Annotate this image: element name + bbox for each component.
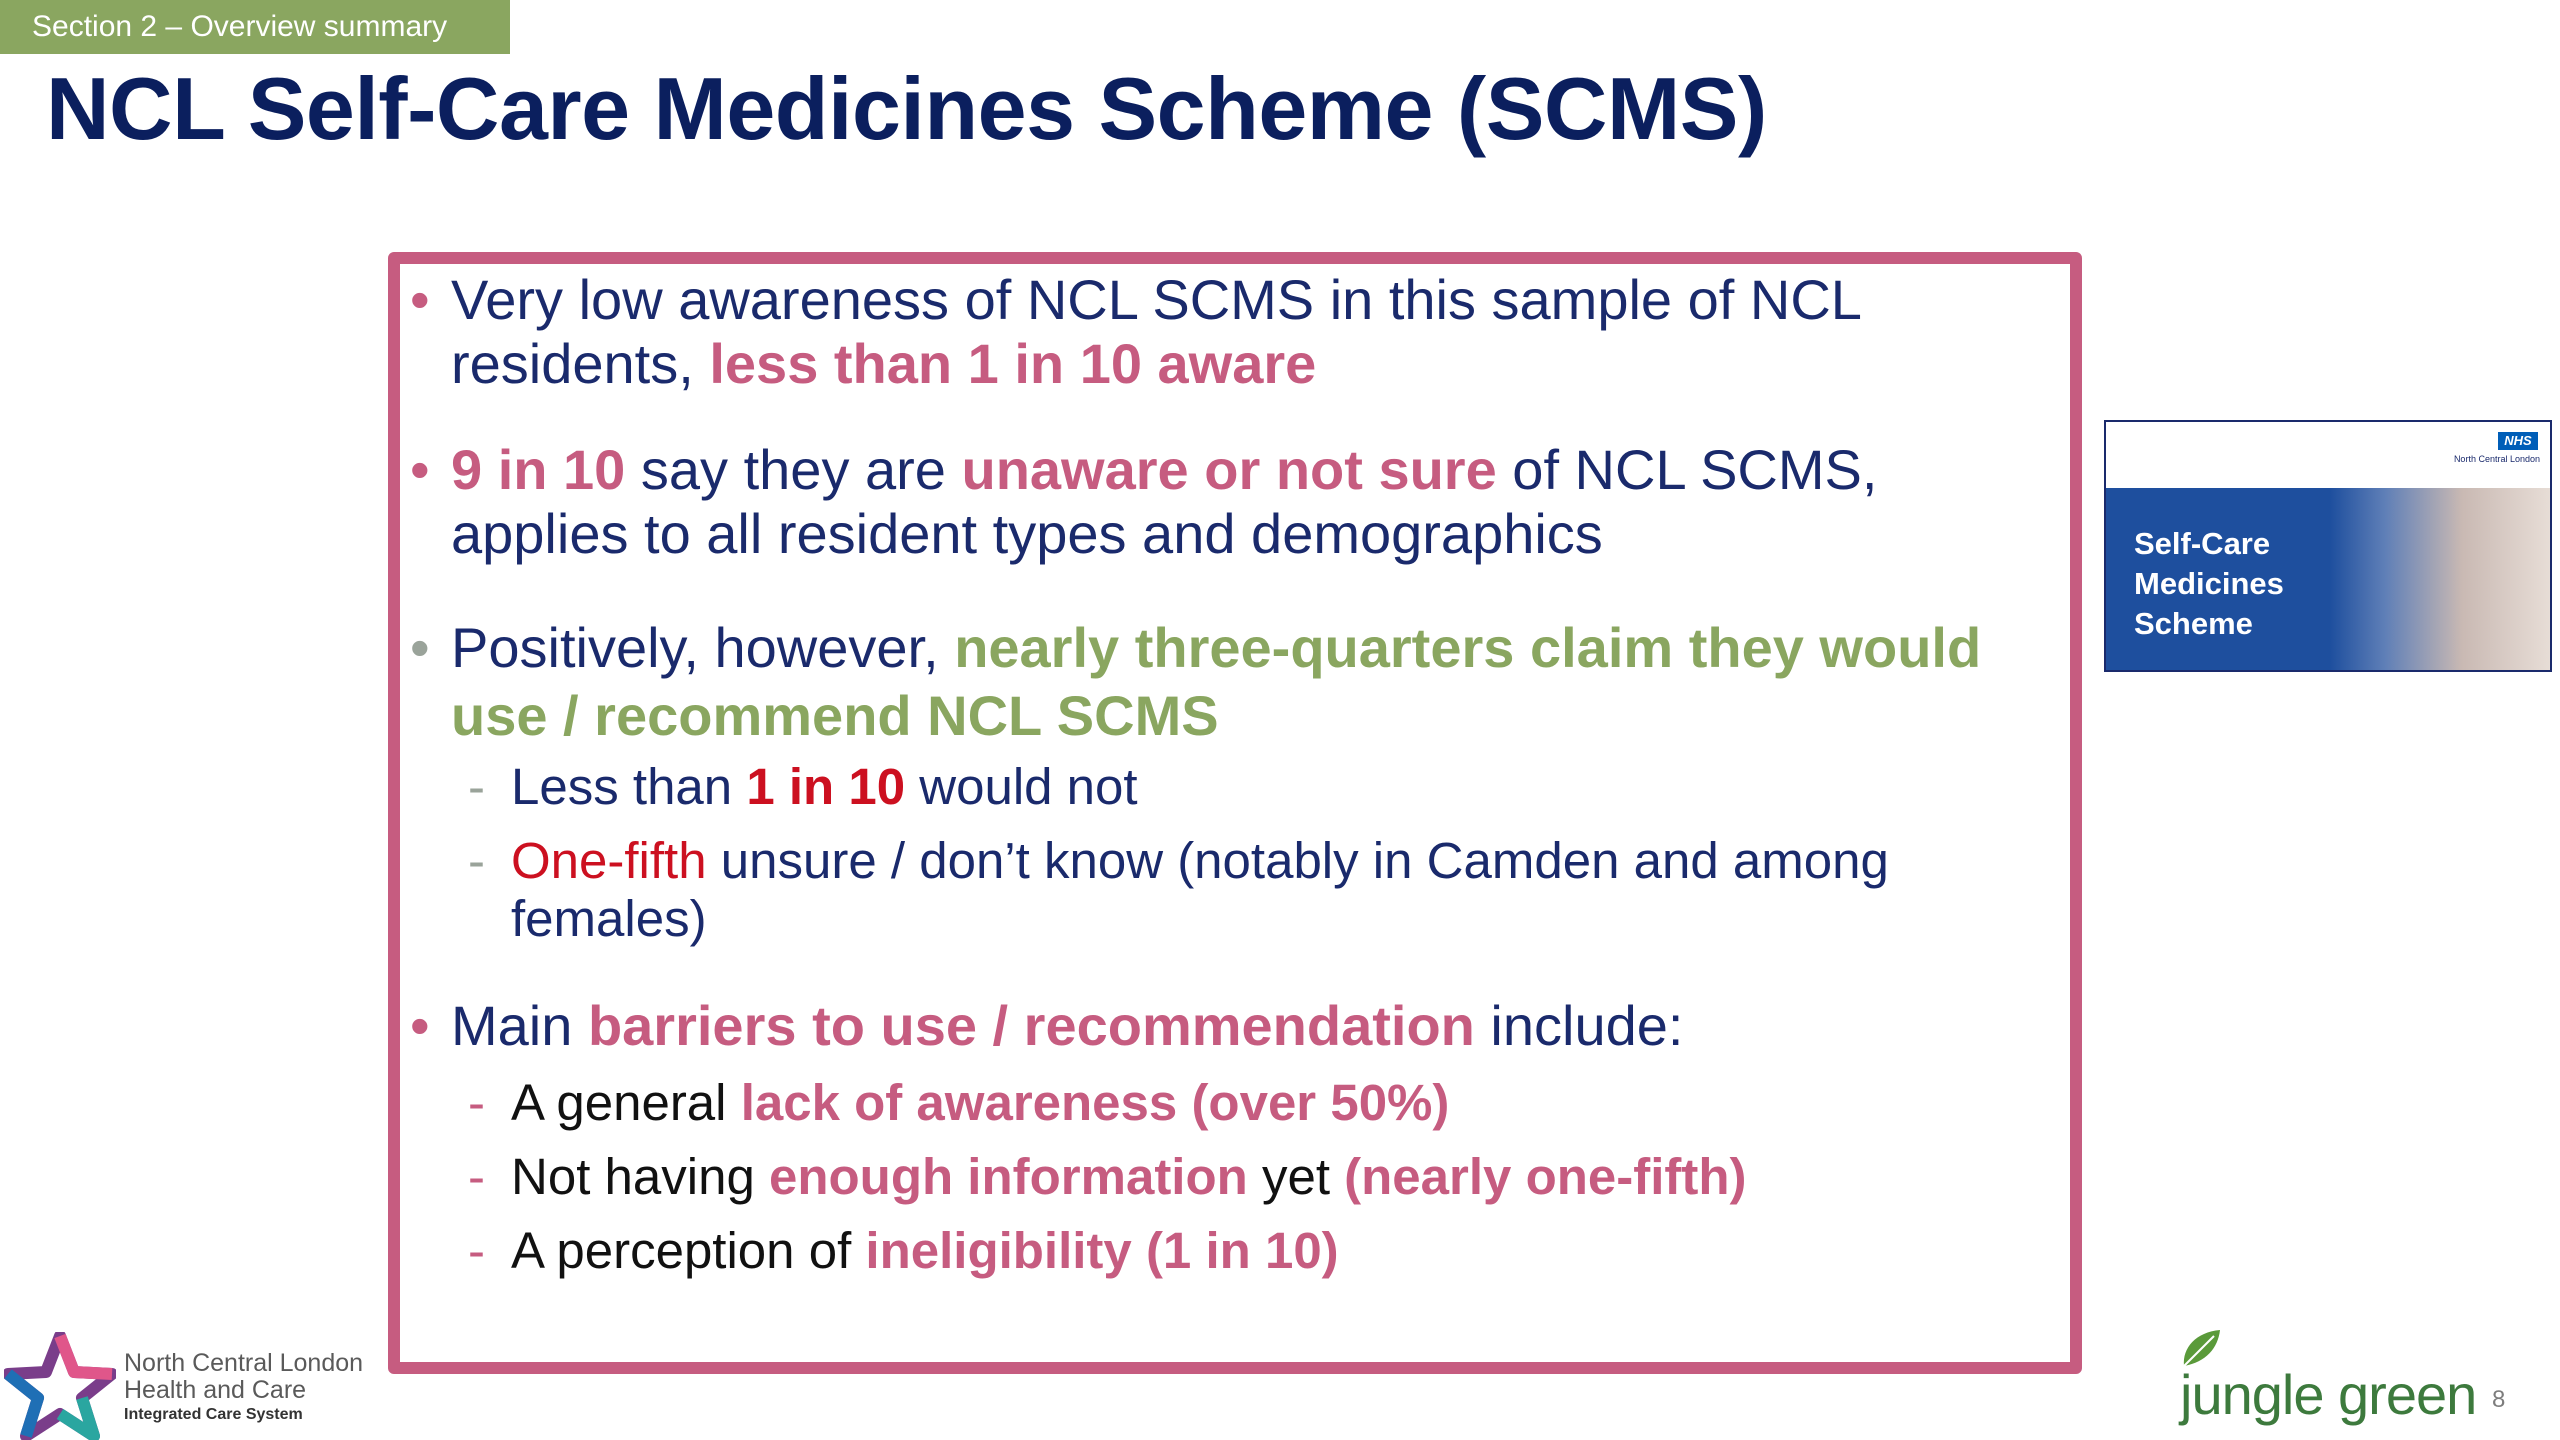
sub-bullet-highlight: 1 in 10 (746, 758, 906, 815)
sub-bullet-text: A general (511, 1074, 741, 1131)
bullet-awareness (406, 268, 2046, 396)
summary-bullets (406, 268, 2046, 1280)
bullet-highlight: unaware or not sure (961, 438, 1497, 501)
bullet-highlight: 9 in 10 (451, 438, 626, 501)
thumbnail-title: Self-Care Medicines Scheme (2134, 526, 2284, 641)
bullet-highlight: barriers to use / recommendation (587, 994, 1475, 1057)
bullet-highlight: nearly three-quarters claim they would use / recommend NCL SCMS (451, 616, 1982, 747)
ncl-logo-line3: Integrated Care System (124, 1406, 303, 1423)
jungle-green-logo (2176, 1326, 2476, 1426)
sub-bullet-dash: - (468, 1222, 485, 1279)
sub-bullet-text: Less than (511, 758, 747, 815)
sub-bullet-lack-awareness (406, 1074, 2046, 1132)
thumbnail-photo (2330, 488, 2550, 672)
bullet-dot: • (410, 994, 430, 1057)
sub-bullet-text: yet (1247, 1148, 1345, 1205)
star-logo-icon (4, 1332, 116, 1440)
thumbnail-banner (2106, 488, 2550, 672)
sub-bullet-dash: - (468, 832, 485, 889)
jungle-green-wordmark: jungle green (2180, 1363, 2477, 1426)
section-tag: Section 2 – Overview summary (0, 0, 510, 54)
sub-bullet-dash: - (468, 1148, 485, 1205)
bullet-positive (406, 614, 2046, 750)
sub-bullet-highlight: lack of awareness (over 50%) (740, 1074, 1450, 1131)
nhs-logo: NHS (2498, 432, 2538, 450)
sub-bullet-unsure (406, 832, 2046, 948)
sub-bullet-highlight: One-fifth (511, 832, 707, 889)
scheme-leaflet-thumbnail (2104, 420, 2552, 672)
sub-bullet-dash: - (468, 1074, 485, 1131)
bullet-text: include: (1474, 994, 1684, 1057)
bullet-dot: • (410, 616, 430, 679)
bullet-text: of NCL SCMS, applies to all resident types and demographics (451, 438, 1878, 565)
sub-bullet-text: A perception of (511, 1222, 866, 1279)
bullet-barriers (406, 994, 2046, 1058)
ncl-ics-logo (4, 1332, 384, 1440)
bullet-highlight: less than 1 in 10 aware (709, 332, 1317, 395)
bullet-text: say they are (625, 438, 962, 501)
bullet-dot: • (410, 268, 430, 331)
sub-bullet-text: unsure / don’t know (notably in Camden and among females) (511, 832, 1889, 947)
bullet-dot: • (410, 438, 430, 501)
bullet-unaware (406, 438, 2046, 566)
sub-bullet-ineligibility (406, 1222, 2046, 1280)
sub-bullet-would-not (406, 758, 2046, 816)
sub-bullet-highlight: enough information (769, 1148, 1248, 1205)
sub-bullet-dash: - (468, 758, 485, 815)
page-number: 8 (2492, 1386, 2506, 1413)
sub-bullet-highlight: ineligibility (1 in 10) (865, 1222, 1339, 1279)
bullet-text: Positively, however, (451, 616, 955, 679)
thumbnail-header (2106, 422, 2550, 488)
ncl-logo-line2: Health and Care (124, 1376, 307, 1404)
ncl-logo-line1: North Central London (124, 1349, 364, 1377)
sub-bullet-highlight: (nearly one-fifth) (1344, 1148, 1747, 1205)
page-title: NCL Self-Care Medicines Scheme (SCMS) (46, 59, 1767, 158)
thumbnail-org: North Central London (2453, 454, 2540, 464)
sub-bullet-text: would not (905, 758, 1138, 815)
ncl-logo-text (124, 1350, 363, 1426)
sub-bullet-text: Not having (511, 1148, 769, 1205)
bullet-text: Main (451, 994, 588, 1057)
bullet-text: Very low awareness of NCL SCMS in this sample of NCL residents, (451, 268, 1860, 395)
sub-bullet-information (406, 1148, 2046, 1206)
